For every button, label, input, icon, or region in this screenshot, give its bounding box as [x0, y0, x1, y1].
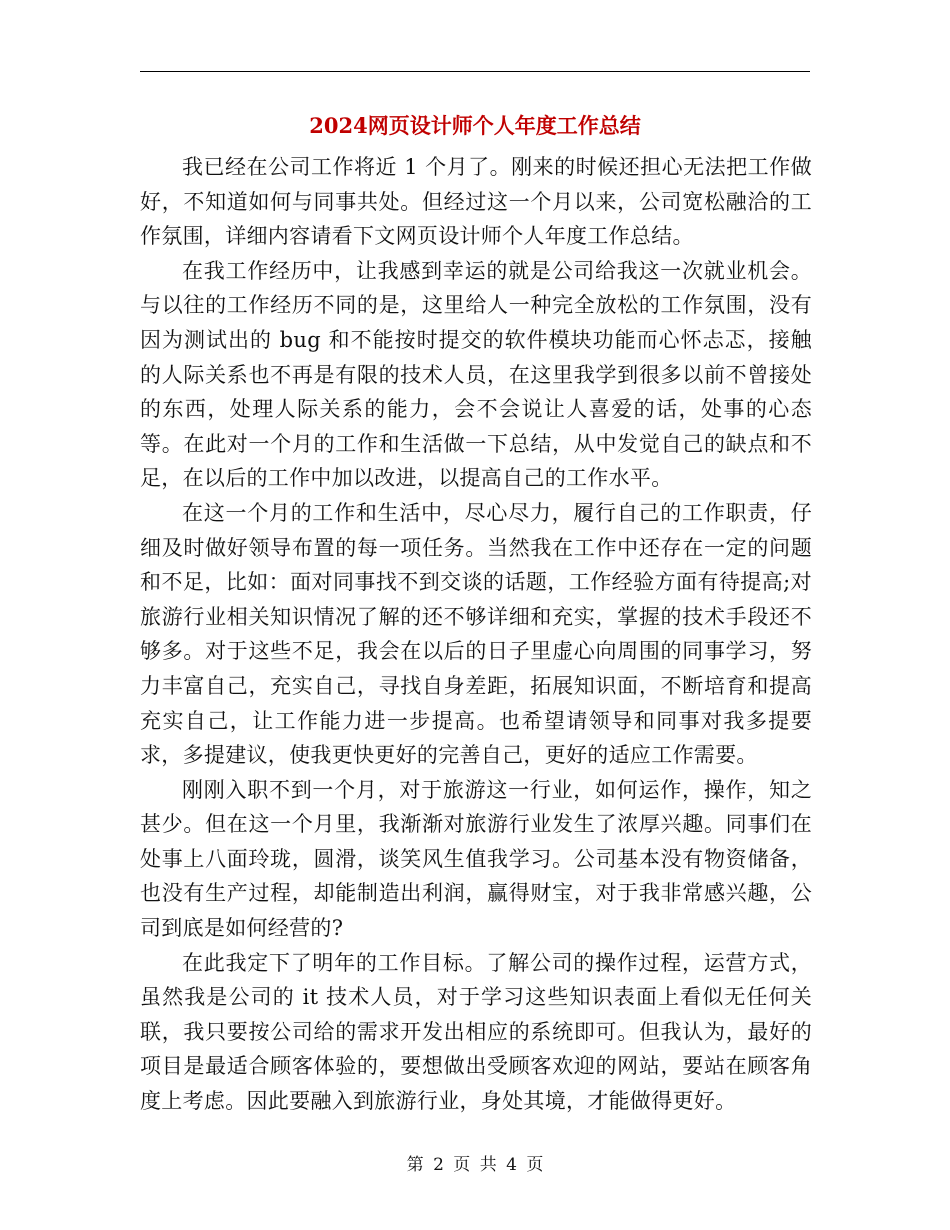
paragraph-3: 在这一个月的工作和生活中，尽心尽力，履行自己的工作职责，仔细及时做好领导布置的每一项任务。当然我在工作中还存在一定的问题和不足，比如：面对同事找不到交谈的话题，工作经验方面有待提高;对旅游行业相关知识情况了解的还不够详细和充实，掌握的技术手段还不够多。对于这些不足，我会在以后的日子里虚心向周围的同事学习，努力丰富自己，充实自己，寻找自身差距，拓展知识面，不断培育和提高充实自己，让工作能力进一步提高。也希望请领导和同事对我多提要求，多提建议，使我更快更好的完善自己，更好的适应工作需要。: [140, 500, 812, 768]
page-number-footer: 第 2 页 共 4 页: [406, 1155, 544, 1175]
paragraph-1: 我已经在公司工作将近 1 个月了。刚来的时候还担心无法把工作做好，不知道如何与同事共处。但经过这一个月以来，公司宽松融洽的工作氛围，详细内容请看下文网页设计师个人年度工作总结。: [140, 155, 812, 249]
paragraph-2: 在我工作经历中，让我感到幸运的就是公司给我这一次就业机会。与以往的工作经历不同的是，这里给人一种完全放松的工作氛围，没有因为测试出的 bug 和不能按时提交的软件模块功能而心怀忐忑，接触的人际关系也不再是有限的技术人员，在这里我学到很多以前不曾接处的东西，处理人际关系的能力，会不会说让人喜爱的话，处事的心态等。在此对一个月的工作和生活做一下总结，从中发觉自己的缺点和不足，在以后的工作中加以改进，以提高自己的工作水平。: [140, 258, 812, 491]
document-title: 2024网页设计师个人年度工作总结: [309, 113, 641, 138]
document-body: [140, 150, 812, 1119]
paragraph-4: 刚刚入职不到一个月，对于旅游这一行业，如何运作，操作，知之甚少。但在这一个月里，我渐渐对旅游行业发生了浓厚兴趣。同事们在处事上八面玲珑，圆滑，谈笑风生值我学习。公司基本没有物资储备，也没有生产过程，却能制造出利润，赢得财宝，对于我非常感兴趣，公司到底是如何经营的?: [140, 777, 812, 941]
header-rule: [140, 71, 810, 72]
paragraph-5: 在此我定下了明年的工作目标。了解公司的操作过程，运营方式，虽然我是公司的 it 技术人员，对于学习这些知识表面上看似无任何关联，我只要按公司给的需求开发出相应的系统即可。但我认为，最好的项目是最适合顾客体验的，要想做出受顾客欢迎的网站，要站在顾客角度上考虑。因此要融入到旅游行业，身处其境，才能做得更好。: [140, 950, 812, 1114]
